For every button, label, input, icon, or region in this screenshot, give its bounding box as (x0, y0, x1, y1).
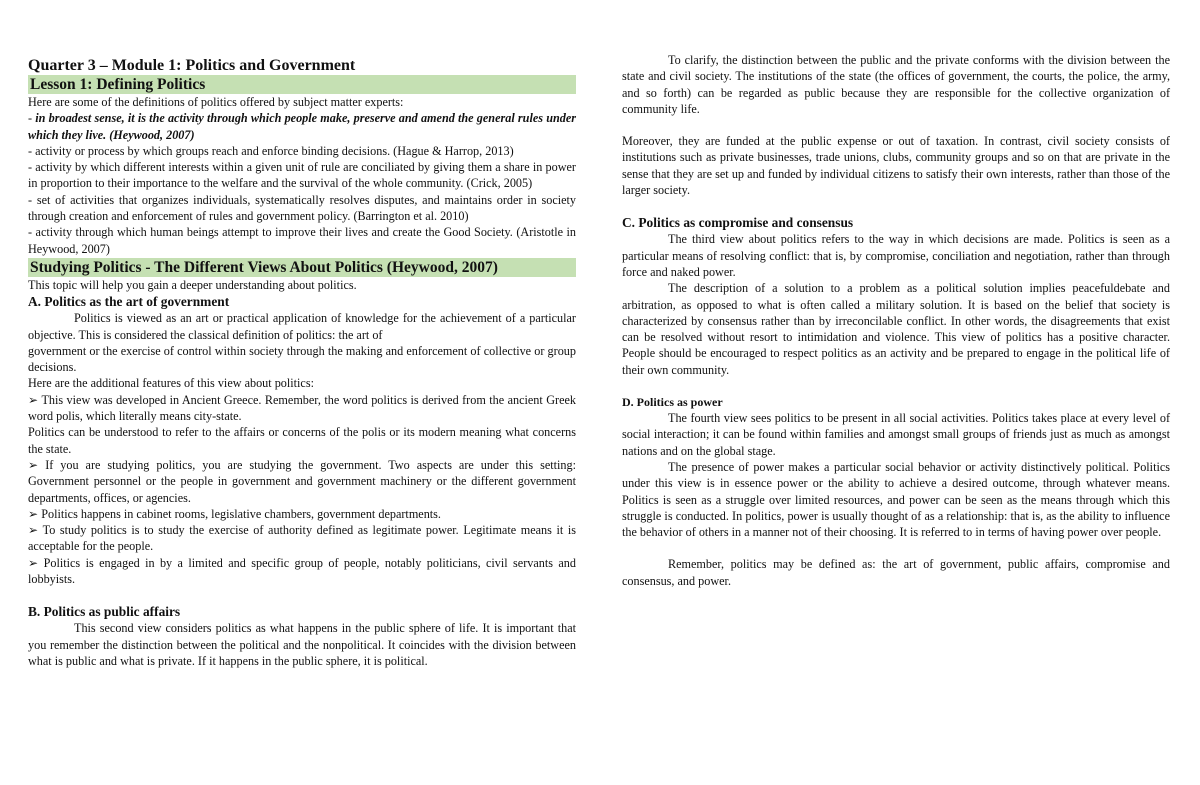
studying-politics-heading: Studying Politics - The Different Views About Politics (Heywood, 2007) (28, 258, 576, 277)
spacer (622, 117, 1170, 133)
definition-item: - activity by which different interests within a given unit of rule are conciliated by giving them a share in power in proportion to their importance to the welfare and the survival of the whole community. (Crick, 2005) (28, 160, 576, 191)
section-b-paragraph: To clarify, the distinction between the public and the private conforms with the division between the state and civil society. The institutions of the state (the offices of government, the courts, the police, the army, and so forth) can be regarded as public because they are responsible for the collective organization of community life. (622, 53, 1170, 116)
section-a-bullet: ➢ This view was developed in Ancient Greece. Remember, the word politics is derived from the ancient Greek word polis, which literally means city-state. (28, 392, 576, 424)
conclusion-paragraph: Remember, politics may be defined as: the art of government, public affairs, compromise and consensus, and power. (622, 557, 1170, 588)
section-a-bullet: ➢ Politics is engaged in by a limited and specific group of people, notably politicians, civil servants and lobbyists. (28, 555, 576, 587)
section-a-paragraph: Politics can be understood to refer to the affairs or concerns of the polis or its modern meaning what concerns the state. (28, 425, 576, 456)
section-b-paragraph: This second view considers politics as what happens in the public sphere of life. It is important that you remember the distinction between the political and the nonpolitical. It coincides with the division between what is public and what is private. If it happens in the public sphere, it is political. (28, 621, 576, 668)
definition-item: - activity through which human beings attempt to improve their lives and create the Good Society. (Aristotle in Heywood, 2007) (28, 225, 576, 256)
section-a-heading: A. Politics as the art of government (28, 294, 230, 310)
section-a-paragraph: Here are the additional features of this view about politics: (28, 376, 314, 391)
section-d-paragraph: The fourth view sees politics to be present in all social activities. Politics takes place at every level of social interaction; it can be found within families and amongst small groups of friends just as much as amongst nations and on the global stage. (622, 411, 1170, 458)
section-a-bullet: ➢ If you are studying politics, you are studying the government. Two aspects are under this setting: Government personnel or the people in government and government machinery or the different government departments, offices, or agencies. (28, 457, 576, 505)
studying-intro: This topic will help you gain a deeper understanding about politics. (28, 277, 357, 292)
section-a-bullet: ➢ Politics happens in cabinet rooms, legislative chambers, government departments. (28, 506, 441, 521)
section-c-paragraph: The description of a solution to a problem as a political solution implies peacefuldebate and arbitration, as opposed to what is often called a military solution. It is based on the belief that society is characterized by consensus rather than by irreconcilable conflict. In other words, the disagreements that exist can be resolved without resort to intimidation and violence. This view of politics has a positive character. People should be encouraged to respect politics as an activity and be prepared to engage in the political life of their own community. (622, 281, 1170, 377)
section-c-paragraph: The third view about politics refers to the way in which decisions are made. Politics is seen as a particular means of resolving conflict: that is, by compromise, conciliation and negotiation, rather than through force and naked power. (622, 232, 1170, 279)
definition-item: - activity or process by which groups reach and enforce binding decisions. (Hague & Harrop, 2013) (28, 143, 514, 158)
section-d-paragraph: The presence of power makes a particular social behavior or activity distinctively political. Politics under this view is in essence power or the ability to achieve a desired outcome, through whatever means. Politics is seen as a struggle over limited resources, and power can be seen as the means through which this struggle is conducted. In politics, power is usually thought of as a relationship: that is, as the ability to influence the behavior of others in a manner not of their choosing. It is referred to in terms of having power over people. (622, 459, 1170, 540)
section-a-paragraph: government or the exercise of control within society through the making and enforcement of collective or group decisions. (28, 343, 576, 375)
section-d-heading: D. Politics as power (622, 395, 723, 410)
definition-item: - set of activities that organizes individuals, systematically resolves disputes, and maintains order in society through creation and enforcement of rules and government policy. (Barrington et al. 2010) (28, 192, 576, 224)
definition-prefix: - (28, 111, 36, 126)
definitions-intro: Here are some of the definitions of politics offered by subject matter experts: (28, 95, 404, 109)
lesson-heading: Lesson 1: Defining Politics (28, 75, 576, 94)
section-a-paragraph: Politics is viewed as an art or practical application of knowledge for the achievement of a particular objective. This is considered the classical definition of politics: the art of (28, 311, 576, 342)
definition-item (28, 110, 576, 143)
section-a-bullet: ➢ To study politics is to study the exercise of authority defined as legitimate power. Legitimate means it is acceptable for the people. (28, 523, 576, 554)
section-c-heading: C. Politics as compromise and consensus (622, 215, 854, 231)
spacer (622, 540, 1170, 556)
left-column (28, 0, 576, 669)
section-b-paragraph: Moreover, they are funded at the public expense or out of taxation. In contrast, civil society consists of institutions such as private businesses, trade unions, clubs, community groups and so on that are private in the sense that they are set up and funded by individual citizens to satisfy their own interests, rather than those of the larger society. (622, 134, 1170, 198)
right-column (622, 0, 1170, 589)
module-title: Quarter 3 – Module 1: Politics and Government (28, 57, 356, 74)
definition-text: in broadest sense, it is the activity through which people make, preserve and amend the general rules under which they live. (Heywood, 2007) (28, 111, 576, 142)
section-b-heading: B. Politics as public affairs (28, 604, 181, 620)
